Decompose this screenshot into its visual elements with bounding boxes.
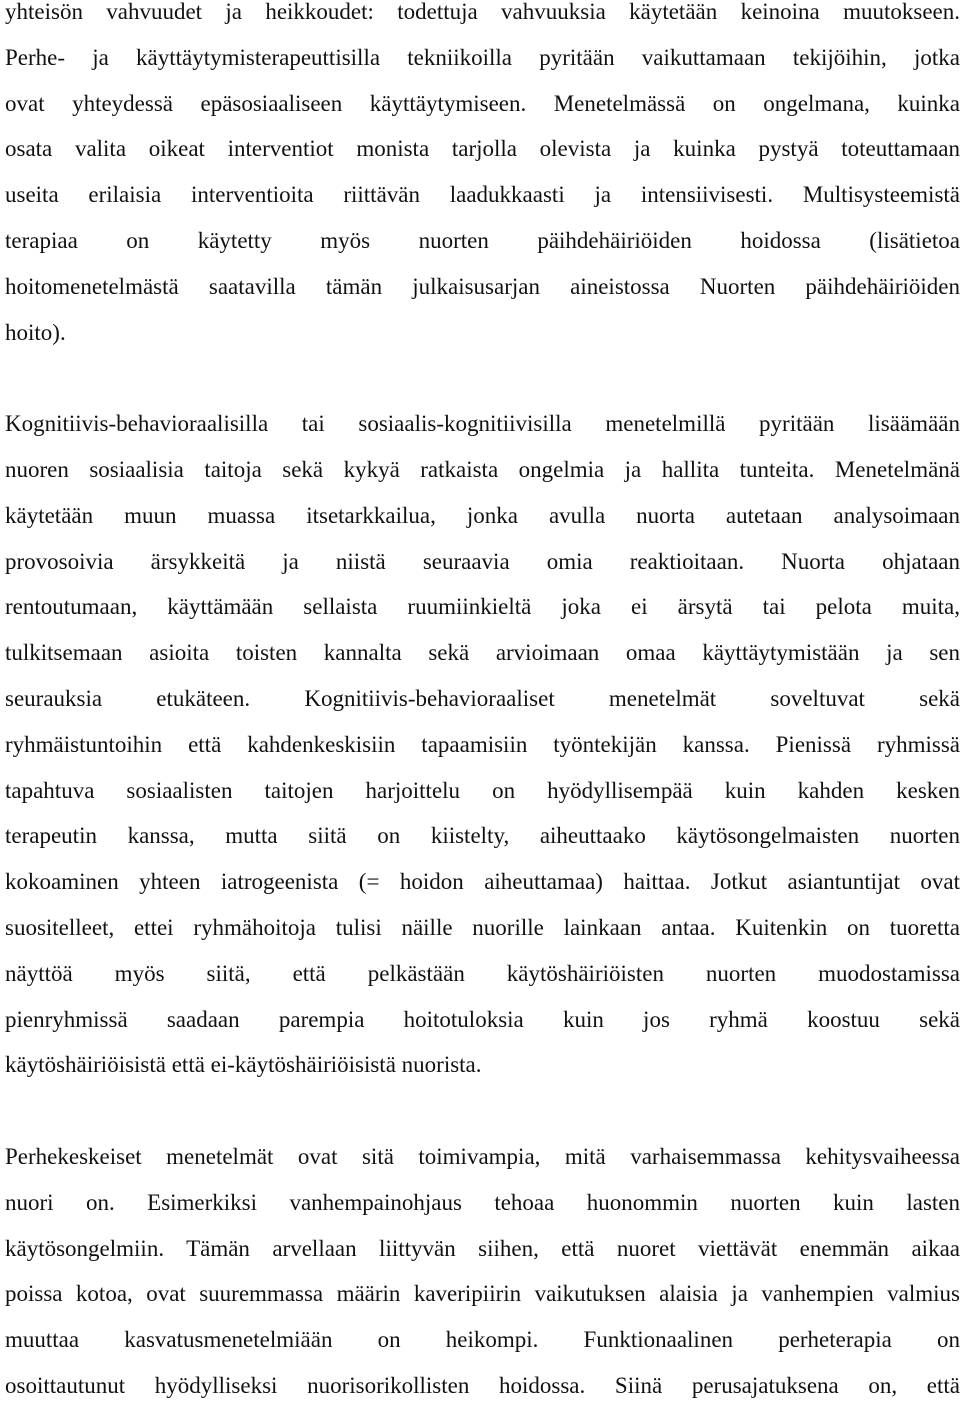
- text-line: yhteisön vahvuudet ja heikkoudet: todettuja vahvuuksia käytetään keinoina muutokseen.: [5, 0, 960, 24]
- text-line: useita erilaisia interventioita riittävän laadukkaasti ja intensiivisesti. Multisysteemistä: [5, 182, 960, 208]
- text-line: nuori on. Esimerkiksi vanhempainohjaus tehoaa huonommin nuorten kuin lasten: [5, 1189, 960, 1215]
- text-line: nuoren sosiaalisia taitoja sekä kykyä ratkaista ongelmia ja hallita tunteita. Menetelmänä: [5, 456, 960, 482]
- text-line: seurauksia etukäteen. Kognitiivis-behavioraaliset menetelmät soveltuvat sekä: [5, 685, 960, 711]
- text-line: terapiaa on käytetty myös nuorten päihdehäiriöiden hoidossa (lisätietoa: [5, 227, 960, 253]
- document-page: [5, 0, 960, 1409]
- paragraph-multisystemic-therapy: [5, 0, 960, 355]
- text-line: osoittautunut hyödylliseksi nuorisorikollisten hoidossa. Siinä perusajatuksena on, että: [5, 1372, 960, 1398]
- text-line: käytöshäiriöisistä että ei-käytöshäiriöisistä nuorista.: [5, 1052, 482, 1078]
- text-line: poissa kotoa, ovat suuremmassa määrin kaveripiirin vaikutuksen alaisia ja vanhempien valmius: [5, 1281, 960, 1307]
- text-line: käytösongelmiin. Tämän arvellaan liittyvän siihen, että nuoret viettävät enemmän aikaa: [5, 1235, 960, 1261]
- text-line: hoito).: [5, 319, 66, 345]
- text-line: hoitomenetelmästä saatavilla tämän julkaisusarjan aineistossa Nuorten päihdehäiriöiden: [5, 273, 960, 299]
- text-line: Kognitiivis-behavioraalisilla tai sosiaalis-kognitiivisilla menetelmillä pyritään lisäämään: [5, 411, 960, 437]
- text-line: ryhmäistuntoihin että kahdenkeskisiin tapaamisiin työntekijän kanssa. Pienissä ryhmissä: [5, 731, 960, 757]
- text-line: osata valita oikeat interventiot monista tarjolla olevista ja kuinka pystyä toteuttamaan: [5, 136, 960, 162]
- text-line: Perhe- ja käyttäytymisterapeuttisilla tekniikoilla pyritään vaikuttamaan tekijöihin, jotka: [5, 44, 960, 70]
- text-line: ovat yhteydessä epäsosiaaliseen käyttäytymiseen. Menetelmässä on ongelmana, kuinka: [5, 90, 960, 116]
- text-line: terapeutin kanssa, mutta siitä on kiistelty, aiheuttaako käytösongelmaisten nuorten: [5, 823, 960, 849]
- text-line: tulkitsemaan asioita toisten kannalta sekä arvioimaan omaa käyttäytymistään ja sen: [5, 640, 960, 666]
- text-line: pienryhmissä saadaan parempia hoitotuloksia kuin jos ryhmä koostuu sekä: [5, 1006, 960, 1032]
- text-line: näyttöä myös siitä, että pelkästään käytöshäiriöisten nuorten muodostamissa: [5, 960, 960, 986]
- text-line: muuttaa kasvatusmenetelmiään on heikompi. Funktionaalinen perheterapia on: [5, 1327, 960, 1353]
- text-line: tapahtuva sosiaalisten taitojen harjoittelu on hyödyllisempää kuin kahden kesken: [5, 777, 960, 803]
- text-line: Perhekeskeiset menetelmät ovat sitä toimivampia, mitä varhaisemmassa kehitysvaiheessa: [5, 1143, 960, 1169]
- text-line: käytetään muun muassa itsetarkkailua, jonka avulla nuorta autetaan analysoimaan: [5, 502, 960, 528]
- paragraph-gap: [5, 1088, 960, 1134]
- paragraph-cognitive-behavioral: [5, 401, 960, 1088]
- paragraph-gap: [5, 355, 960, 401]
- text-line: suositelleet, ettei ryhmähoitoja tulisi näille nuorille lainkaan antaa. Kuitenkin on tuoretta: [5, 914, 960, 940]
- text-line: provosoivia ärsykkeitä ja niistä seuraavia omia reaktioitaan. Nuorta ohjataan: [5, 548, 960, 574]
- text-line: rentoutumaan, käyttämään sellaista ruumiinkieltä joka ei ärsytä tai pelota muita,: [5, 594, 960, 620]
- text-line: kokoaminen yhteen iatrogeenista (= hoidon aiheuttamaa) haittaa. Jotkut asiantuntijat ovat: [5, 869, 960, 895]
- paragraph-family-methods: [5, 1134, 960, 1409]
